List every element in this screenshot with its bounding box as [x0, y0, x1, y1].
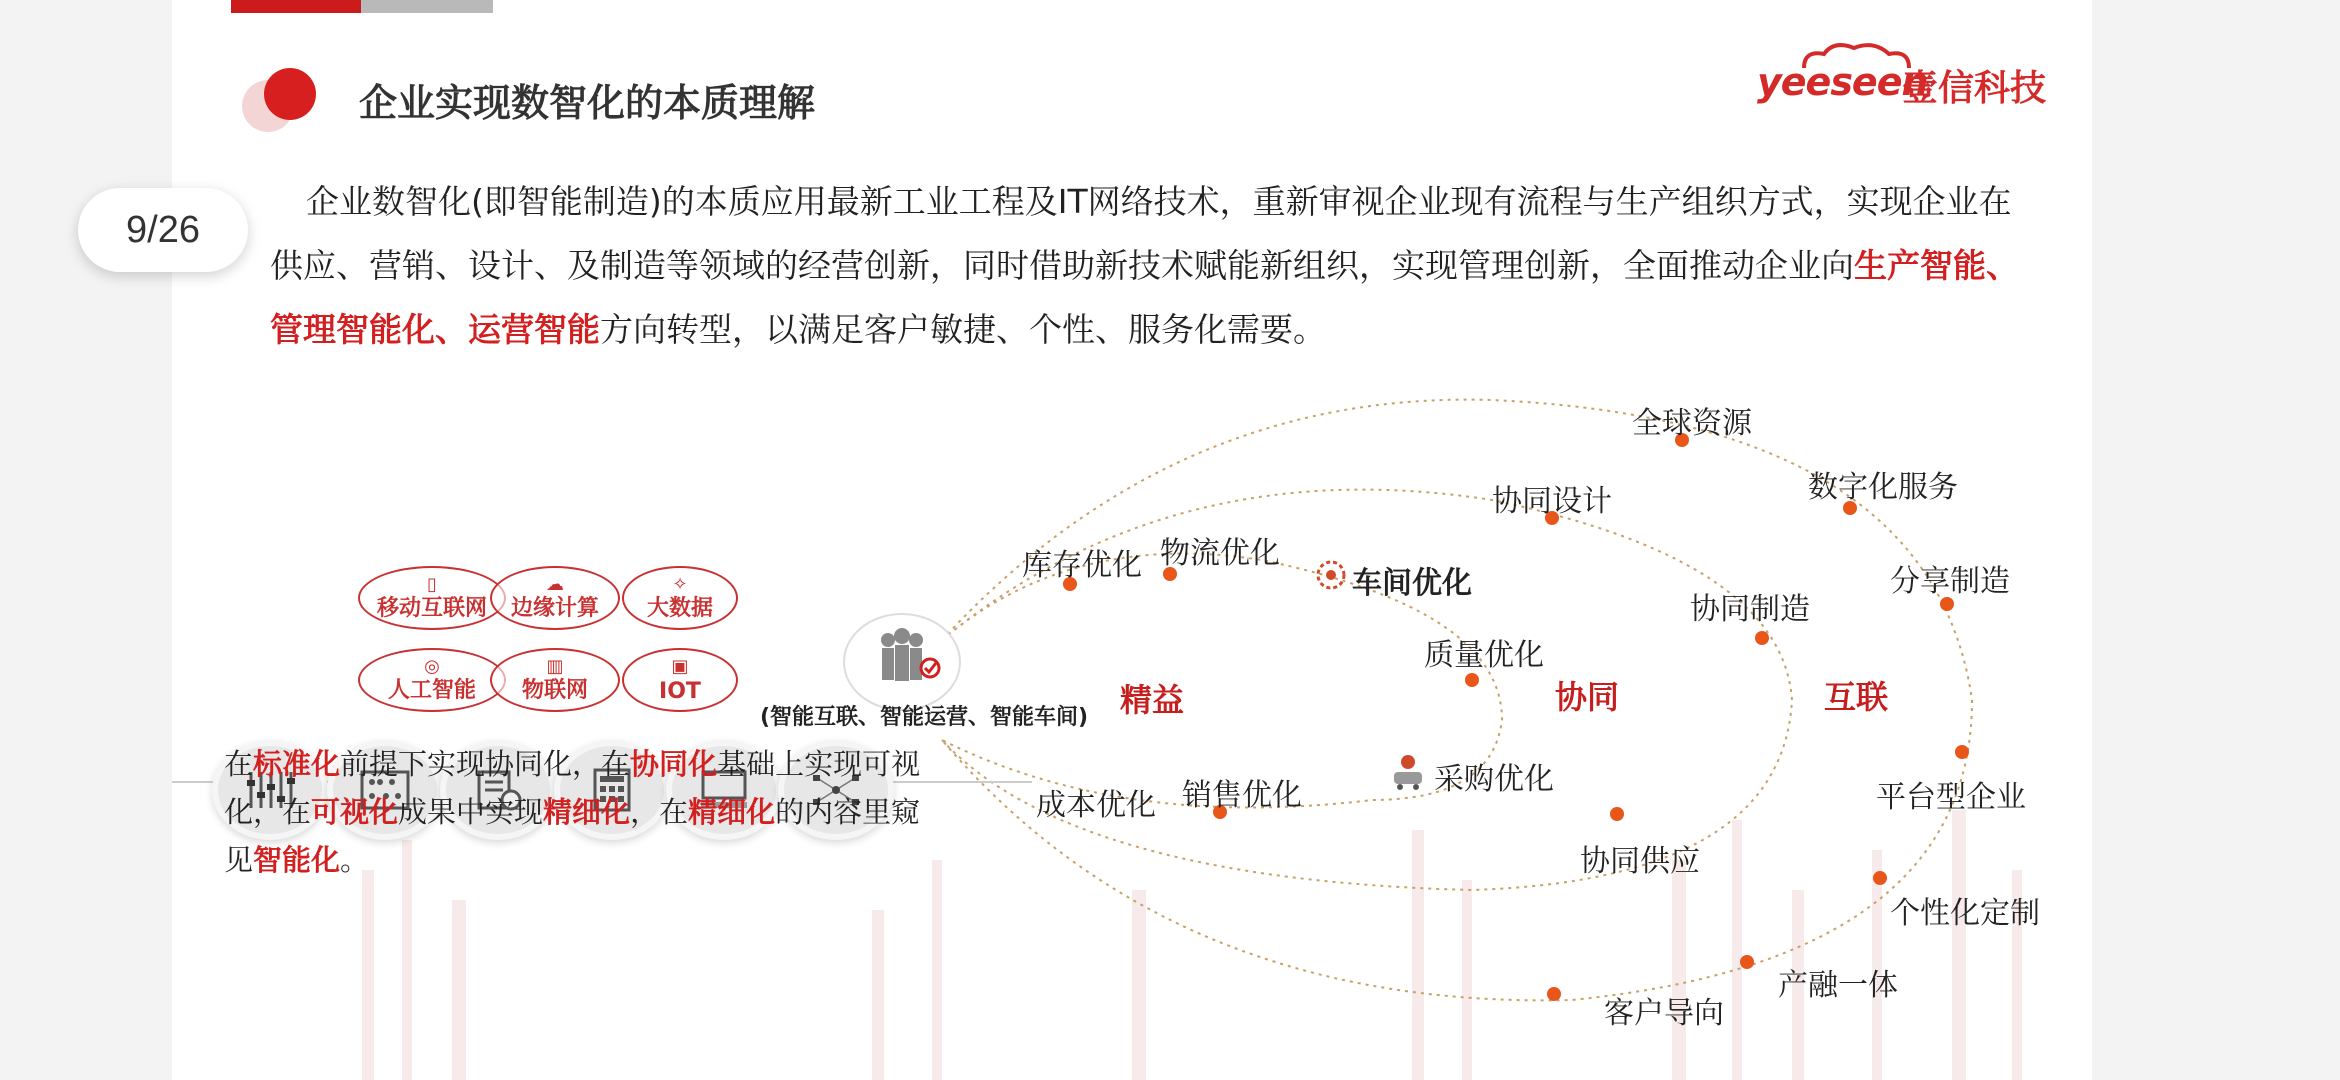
- node-logistics-optimization: 物流优化: [1160, 536, 1280, 571]
- node-collaborative-manufacturing: 协同制造: [1690, 592, 1810, 627]
- node-industry-finance-integration: 产融一体: [1778, 968, 1898, 1003]
- node-personalized-customization: 个性化定制: [1890, 896, 2040, 931]
- logo-text-cn: 壹信科技: [1902, 68, 2047, 109]
- chip-icon: ▣: [671, 656, 689, 677]
- chart-icon: ▥: [546, 656, 564, 677]
- network-node-icon: ✧: [672, 574, 688, 595]
- logo-text-en: yeeseen: [1757, 60, 1928, 104]
- node-quality-optimization: 质量优化: [1424, 638, 1544, 673]
- slide-title: 企业实现数智化的本质理解: [359, 81, 816, 125]
- node-platform-enterprise: 平台型企业: [1876, 780, 2026, 815]
- tech-chip-ai: ◎ 人工智能: [358, 648, 506, 712]
- node-sales-optimization: 销售优化: [1182, 778, 1302, 813]
- purchase-cart-icon: [1390, 752, 1426, 792]
- tech-chip-edge-computing: ☁ 边缘计算: [490, 566, 620, 630]
- node-cost-optimization: 成本优化: [1036, 788, 1156, 823]
- intro-text-1: 企业数智化(即智能制造)的本质应用最新工业工程及IT网络技术，重新审视企业现有流程与生产组织方式，实现企业在供应、营销、设计、及制造等领域的经营创新，同时借助新技术赋能新组织，实现管理创新，全面推动企业向: [270, 182, 2012, 285]
- node-purchase-optimization: 采购优化: [1434, 762, 1554, 797]
- tech-chip-iot: ▣ IOT: [622, 648, 738, 712]
- page-indicator: 9/26: [78, 188, 248, 272]
- node-digital-service: 数字化服务: [1808, 470, 1958, 505]
- node-shared-manufacturing: 分享制造: [1890, 564, 2010, 599]
- tech-chip-mobile-internet: ▯ 移动互联网: [358, 566, 506, 630]
- gear-icon: [1314, 558, 1348, 592]
- tech-chip-big-data: ✧ 大数据: [622, 566, 738, 630]
- slide: [172, 0, 2092, 1080]
- node-workshop-optimization: 车间优化: [1352, 566, 1472, 601]
- zone-label-interconnect: 互联: [1824, 678, 1889, 716]
- node-global-resources: 全球资源: [1632, 406, 1752, 441]
- cloud-icon: ☁: [546, 574, 564, 595]
- zone-label-collaboration: 协同: [1555, 678, 1620, 716]
- bottom-summary: 在标准化前提下实现协同化，在协同化基础上实现可视化，在可视化成果中实现精细化，在精细化的内容里窥见智能化。: [224, 747, 921, 877]
- team-icon: [842, 612, 962, 712]
- brain-icon: ◎: [424, 656, 440, 677]
- intro-highlight: 生产智能、管理智能化、运营智能: [270, 246, 2019, 349]
- center-caption: (智能互联、智能运营、智能车间): [760, 705, 1089, 730]
- node-collaborative-supply: 协同供应: [1580, 844, 1700, 879]
- node-collaborative-design: 协同设计: [1492, 484, 1612, 519]
- node-customer-oriented: 客户导向: [1604, 996, 1724, 1031]
- tech-chip-iot-cn: ▥ 物联网: [490, 648, 620, 712]
- phone-icon: ▯: [427, 574, 437, 595]
- intro-text-2: 方向转型，以满足客户敏捷、个性、服务化需要。: [600, 310, 1326, 349]
- node-inventory-optimization: 库存优化: [1022, 548, 1142, 583]
- zone-label-lean: 精益: [1120, 681, 1185, 719]
